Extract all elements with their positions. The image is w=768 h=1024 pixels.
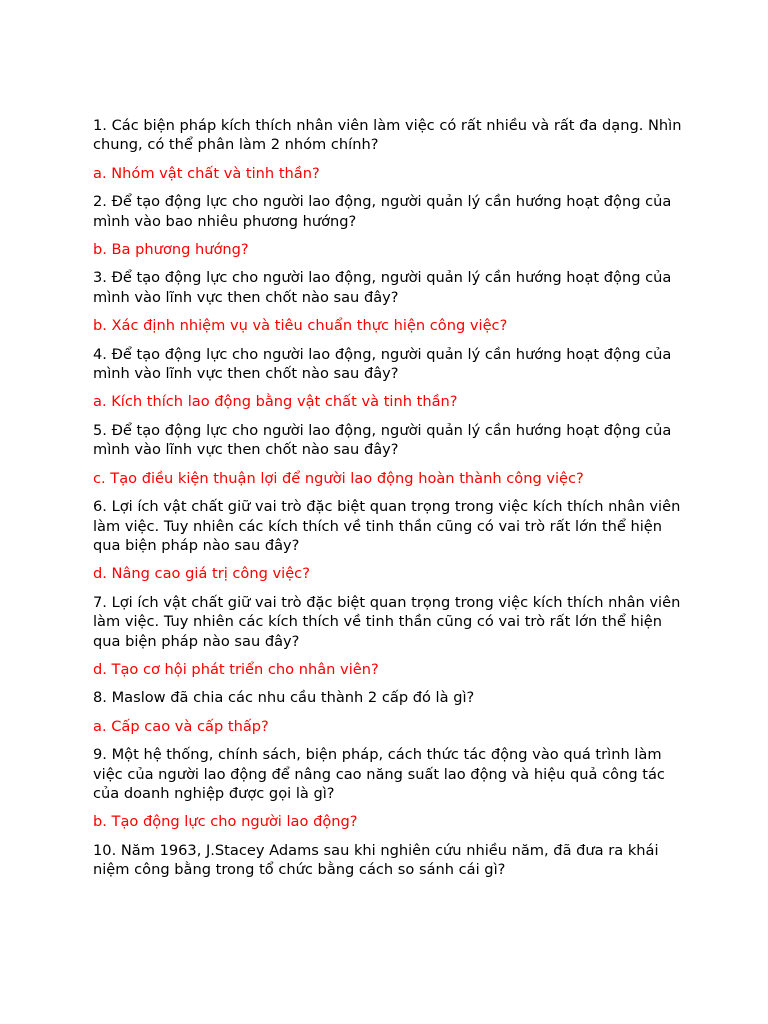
qa-item-6 [93, 497, 683, 584]
answer-1: a. Nhóm vật chất và tinh thần? [93, 164, 320, 182]
question-5: 5. Để tạo động lực cho người lao động, người quản lý cần hướng hoạt động của mình vào lĩnh vực then chốt nào sau đây? [93, 421, 672, 459]
answer-4: a. Kích thích lao động bằng vật chất và tinh thần? [93, 393, 458, 411]
question-1: 1. Các biện pháp kích thích nhân viên làm việc có rất nhiều và rất đa dạng. Nhìn chung, có thể phân làm 2 nhóm chính? [93, 117, 682, 154]
qa-item-5 [93, 421, 683, 488]
question-9: 9. Một hệ thống, chính sách, biện pháp, cách thức tác động vào quá trình làm việc của người lao động để nâng cao năng suất lao động và hiệu quả công tác của doanh nghiệp được gọi là gì? [93, 746, 665, 802]
answer-7: d. Tạo cơ hội phát triển cho nhân viên? [93, 660, 379, 678]
question-6: 6. Lợi ích vật chất giữ vai trò đặc biệt quan trọng trong việc kích thích nhân viên làm việc. Tuy nhiên các kích thích về tinh thần cũng có vai trò rất lớn thể hiện qua biện pháp nào sau đây? [93, 498, 681, 554]
answer-3: b. Xác định nhiệm vụ và tiêu chuẩn thực hiện công việc? [93, 317, 508, 335]
qa-item-8 [93, 688, 683, 736]
qa-item-3 [93, 268, 683, 335]
qa-item-4 [93, 345, 683, 412]
question-7: 7. Lợi ích vật chất giữ vai trò đặc biệt quan trọng trong việc kích thích nhân viên làm việc. Tuy nhiên các kích thích về tinh thần cũng có vai trò rất lớn thể hiện qua biện pháp nào sau đây? [93, 593, 681, 650]
answer-8: a. Cấp cao và cấp thấp? [93, 717, 269, 735]
question-4: 4. Để tạo động lực cho người lao động, người quản lý cần hướng hoạt động của mình vào lĩnh vực then chốt nào sau đây? [93, 345, 672, 383]
document-content [93, 116, 683, 889]
qa-item-1 [93, 116, 683, 183]
question-2: 2. Để tạo động lực cho người lao động, người quản lý cần hướng hoạt động của mình vào bao nhiêu phương hướng? [93, 193, 672, 230]
answer-9: b. Tạo động lực cho người lao động? [93, 813, 358, 831]
qa-item-2 [93, 192, 683, 259]
qa-item-9 [93, 745, 683, 832]
question-8: 8. Maslow đã chia các nhu cầu thành 2 cấp đó là gì? [93, 689, 475, 707]
answer-2: b. Ba phương hướng? [93, 241, 249, 259]
qa-item-10 [93, 841, 683, 880]
question-3: 3. Để tạo động lực cho người lao động, người quản lý cần hướng hoạt động của mình vào lĩnh vực then chốt nào sau đây? [93, 269, 672, 306]
qa-item-7 [93, 593, 683, 680]
answer-6: d. Nâng cao giá trị công việc? [93, 565, 310, 583]
question-10: 10. Năm 1963, J.Stacey Adams sau khi nghiên cứu nhiều năm, đã đưa ra khái niệm công bằng trong tổ chức bằng cách so sánh cái gì? [93, 841, 659, 879]
answer-5: c. Tạo điều kiện thuận lợi để người lao động hoàn thành công việc? [93, 469, 584, 487]
